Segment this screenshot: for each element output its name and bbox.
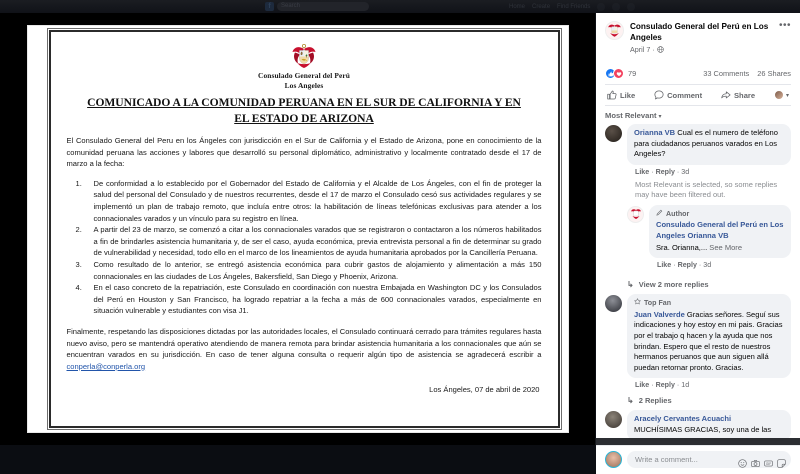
post-meta bbox=[630, 44, 775, 56]
reply-text: Sra. Orianna,... bbox=[656, 242, 708, 252]
comment-item bbox=[605, 294, 791, 391]
post-action-bar bbox=[605, 84, 791, 105]
letterhead-line-1: Consulado General del Perú bbox=[258, 71, 350, 80]
account-icon[interactable] bbox=[627, 3, 635, 11]
comment-bubble-icon bbox=[654, 90, 664, 100]
thumbs-up-icon bbox=[607, 90, 617, 100]
current-user-avatar bbox=[774, 90, 784, 100]
document-signoff: Los Ángeles, 07 de abril de 2020 bbox=[429, 385, 540, 395]
comment-input-wrapper[interactable] bbox=[627, 451, 791, 468]
document-title: COMUNICADO A LA COMUNIDAD PERUANA EN EL SUR DE CALIFORNIA Y EN EL ESTADO DE ARIZONA bbox=[87, 96, 521, 125]
letterhead bbox=[65, 43, 544, 91]
list-item: En el caso concreto de la repatriación, este Consulado en coordinación con nuestra Embajada en Washington DC y los Consulados del Perú en Houston y San Francisco, ha logrado repatriar a la fecha a más de 600 connacionales varados, especialmente en situación vulnerable y estudiantes con visa J1. bbox=[93, 283, 542, 316]
post-header-text bbox=[630, 21, 775, 56]
comments-count[interactable]: 33 Comments bbox=[703, 69, 750, 78]
photo-theater bbox=[0, 13, 595, 445]
like-button[interactable] bbox=[607, 90, 635, 100]
peru-coat-of-arms-icon bbox=[291, 43, 317, 70]
comment-item bbox=[605, 410, 791, 440]
avatar[interactable] bbox=[605, 125, 622, 142]
globe-icon bbox=[657, 45, 664, 56]
comment-button-label: Comment bbox=[667, 90, 703, 100]
comment-actions: Like · Reply · 3d bbox=[635, 167, 690, 176]
avatar[interactable] bbox=[605, 411, 622, 428]
comment-button[interactable] bbox=[654, 90, 702, 100]
comment-body bbox=[627, 410, 791, 440]
comment-body bbox=[627, 124, 791, 275]
reaction-count[interactable]: 79 bbox=[628, 69, 637, 78]
document-closing-paragraph bbox=[67, 326, 542, 372]
document-numbered-list bbox=[67, 178, 542, 317]
comment-item bbox=[605, 124, 791, 275]
search-input[interactable]: Search bbox=[277, 2, 369, 11]
list-item: Como resultado de lo anterior, se entregó asistencia económica para cubrir gastos de alojamiento y alimentación a más 150 connacionales en las ciudades de Los Ángeles, Bakersfield, San Diego y Phoenix, Arizona. bbox=[93, 259, 542, 281]
closing-text: Finalmente, respetando las disposiciones dictadas por las autoridades locales, el Consulado continuará cerrado para trámites regulares hasta nuevo aviso, pero se mantendrá operativo atendiendo de manera remota para brindar asistencia humanitaria a los connacionales que aún se encuentran varados en su jurisdicción. En caso de tener alguna consulta o requerir algún tipo de asistencia se agradecerá escribir a bbox=[66, 326, 542, 360]
list-item: De conformidad a lo establecido por el Gobernador del Estado de California y el Alcalde de Los Ángeles, con el fin de proteger la salud del personal del Consulado y de nuestros recurrentes, desde el 17 de marzo el Consulado cesó sus actividades regulares y se implementó un plan de trabajo remoto, que incluía entre otros: la habilitación de líneas telefónicas exclusivas para atender a los connacionales varados y un vínculo para su registro en línea. bbox=[93, 178, 542, 223]
view-replies-button[interactable] bbox=[605, 395, 791, 410]
notifications-icon[interactable] bbox=[612, 3, 620, 11]
reply-actions: Like · Reply · 3d bbox=[657, 261, 712, 270]
meta-separator: · bbox=[652, 45, 657, 54]
chevron-down-icon: ▾ bbox=[658, 114, 662, 120]
messenger-icon[interactable] bbox=[597, 3, 605, 11]
chevron-down-icon: ▾ bbox=[785, 92, 789, 99]
view-more-replies-label: View 2 more replies bbox=[638, 280, 709, 290]
like-button-label: Like bbox=[620, 90, 636, 100]
comment-bubble bbox=[627, 294, 791, 378]
composer-icons bbox=[738, 455, 786, 464]
comment-composer bbox=[596, 445, 800, 474]
list-item: A partir del 23 de marzo, se comenzó a citar a los connacionales varados que se registraron o contactaron a los números habilitados a fin de brindarles asistencia humanitaria y, de ser el caso, ayuda económica, previa entrevista personal a fin de determinar su grado de vulnerabilidad y necesidad, todo ello en el marco de los lineamientos de ayuda humanitaria aprobados por la Cancillería Peruana. bbox=[93, 225, 542, 258]
reply-body bbox=[649, 205, 791, 271]
letterhead-line-2: Los Angeles bbox=[284, 81, 324, 90]
facebook-navbar bbox=[0, 0, 800, 13]
badge-icon bbox=[634, 298, 641, 309]
email-link[interactable]: conperla@conperla.org bbox=[66, 361, 146, 371]
comment-sort-selector[interactable] bbox=[605, 105, 791, 124]
avatar[interactable] bbox=[605, 295, 622, 312]
comment-reply-item bbox=[627, 205, 791, 271]
reply-arrow-icon: ↳ bbox=[627, 396, 634, 406]
reply-mention[interactable]: Orianna VB bbox=[687, 230, 729, 240]
comment-author[interactable]: Juan Valverde bbox=[634, 309, 685, 319]
post-date[interactable]: April 7 bbox=[630, 45, 651, 54]
engagement-row bbox=[605, 62, 791, 84]
comment-text: MUCHÍSIMAS GRACIAS, soy una de las bbox=[634, 424, 772, 434]
camera-icon[interactable] bbox=[751, 455, 760, 464]
reactions-group[interactable] bbox=[605, 68, 636, 79]
share-button-label: Share bbox=[733, 90, 756, 100]
author-badge-label: Author bbox=[666, 209, 690, 218]
filter-notice: Most Relevant is selected, so some replies may have been filtered out. bbox=[635, 179, 778, 200]
comment-input[interactable]: Write a comment... bbox=[635, 454, 698, 464]
sidebar-scroll-area[interactable] bbox=[596, 13, 800, 445]
svg-text:GIF: GIF bbox=[765, 461, 772, 466]
nav-item-home[interactable]: Home bbox=[509, 3, 526, 10]
comment-bubble bbox=[627, 124, 791, 165]
pencil-icon bbox=[656, 209, 663, 220]
document-border-frame bbox=[49, 30, 560, 428]
comment-reply-link[interactable]: Reply bbox=[655, 381, 675, 390]
share-arrow-icon bbox=[721, 90, 731, 100]
emoji-icon[interactable] bbox=[738, 455, 747, 464]
comment-timestamp: 3d bbox=[681, 167, 690, 176]
page-name[interactable]: Consulado General del Perú en Los Angeles bbox=[630, 22, 769, 42]
comment-bubble bbox=[627, 410, 791, 440]
facebook-logo[interactable]: f bbox=[265, 2, 274, 11]
comment-text: Gracias señores. Seguí sus indicaciones y hoy estoy en mi pais. Gracias por el trabajo q hacen y la ayuda que nos brindan. Espero que el resto de nuestros hermanos peruanos que aun siguen allá puedan retornar pronto. Gracias. bbox=[634, 309, 783, 372]
engagement-counts bbox=[697, 69, 791, 78]
shares-count[interactable]: 26 Shares bbox=[757, 69, 791, 78]
reply-timestamp: 3d bbox=[703, 261, 712, 270]
comment-like-link[interactable]: Like bbox=[635, 167, 650, 176]
author-badge bbox=[656, 209, 784, 220]
top-fan-label: Top Fan bbox=[644, 299, 672, 308]
gif-icon[interactable] bbox=[764, 455, 773, 464]
sticker-icon[interactable] bbox=[777, 455, 786, 464]
document-intro-paragraph: El Consulado General del Peru en los Ángeles con jurisdicción en el Sur de California y el Estado de Arizona, pone en conocimiento de la comunidad peruana las acciones y labores que desarrolló su personal diplomático, administrativo y localmente contratado desde el 17 de marzo a la fecha: bbox=[66, 136, 542, 169]
navbar-right-group bbox=[509, 3, 635, 11]
share-as-selector[interactable] bbox=[774, 90, 789, 100]
top-fan-badge bbox=[634, 298, 784, 309]
love-reaction-icon bbox=[613, 68, 624, 79]
reply-reply-link[interactable]: Reply bbox=[677, 261, 697, 270]
view-replies-label: 2 Replies bbox=[638, 396, 672, 406]
document-page[interactable] bbox=[27, 25, 569, 433]
comment-reply-link[interactable]: Reply bbox=[655, 167, 675, 176]
view-more-replies-button[interactable] bbox=[605, 279, 791, 294]
nav-item-create[interactable]: Create bbox=[532, 3, 551, 10]
see-more-link[interactable]: See More bbox=[709, 242, 743, 252]
reply-arrow-icon: ↳ bbox=[627, 280, 634, 290]
post-options-icon[interactable]: ••• bbox=[778, 20, 791, 31]
reply-bubble bbox=[649, 205, 791, 258]
reply-author[interactable]: Consulado General del Perú en Los Angeles bbox=[656, 220, 784, 240]
comment-timestamp: 1d bbox=[681, 381, 690, 390]
avatar[interactable] bbox=[605, 451, 622, 468]
reply-like-link[interactable]: Like bbox=[657, 261, 672, 270]
comment-text: Cual es el numero de teléfono para ciudadanos peruanos varados en Los Angeles? bbox=[634, 128, 778, 159]
comment-sort-label: Most Relevant bbox=[605, 111, 657, 120]
post-sidebar bbox=[595, 13, 800, 466]
comment-author[interactable]: Aracely Cervantes Acuachi bbox=[634, 414, 732, 424]
post-header bbox=[605, 13, 791, 62]
avatar[interactable] bbox=[627, 206, 644, 223]
page-avatar[interactable] bbox=[605, 21, 624, 40]
comment-body bbox=[627, 294, 791, 391]
comment-like-link[interactable]: Like bbox=[635, 381, 650, 390]
comment-actions: Like · Reply · 1d bbox=[635, 381, 690, 390]
clipped-content-strip bbox=[595, 438, 800, 445]
comment-author[interactable]: Orianna VB bbox=[634, 128, 676, 137]
nav-item-find-friends[interactable]: Find Friends bbox=[557, 3, 591, 10]
share-button[interactable] bbox=[721, 90, 755, 100]
